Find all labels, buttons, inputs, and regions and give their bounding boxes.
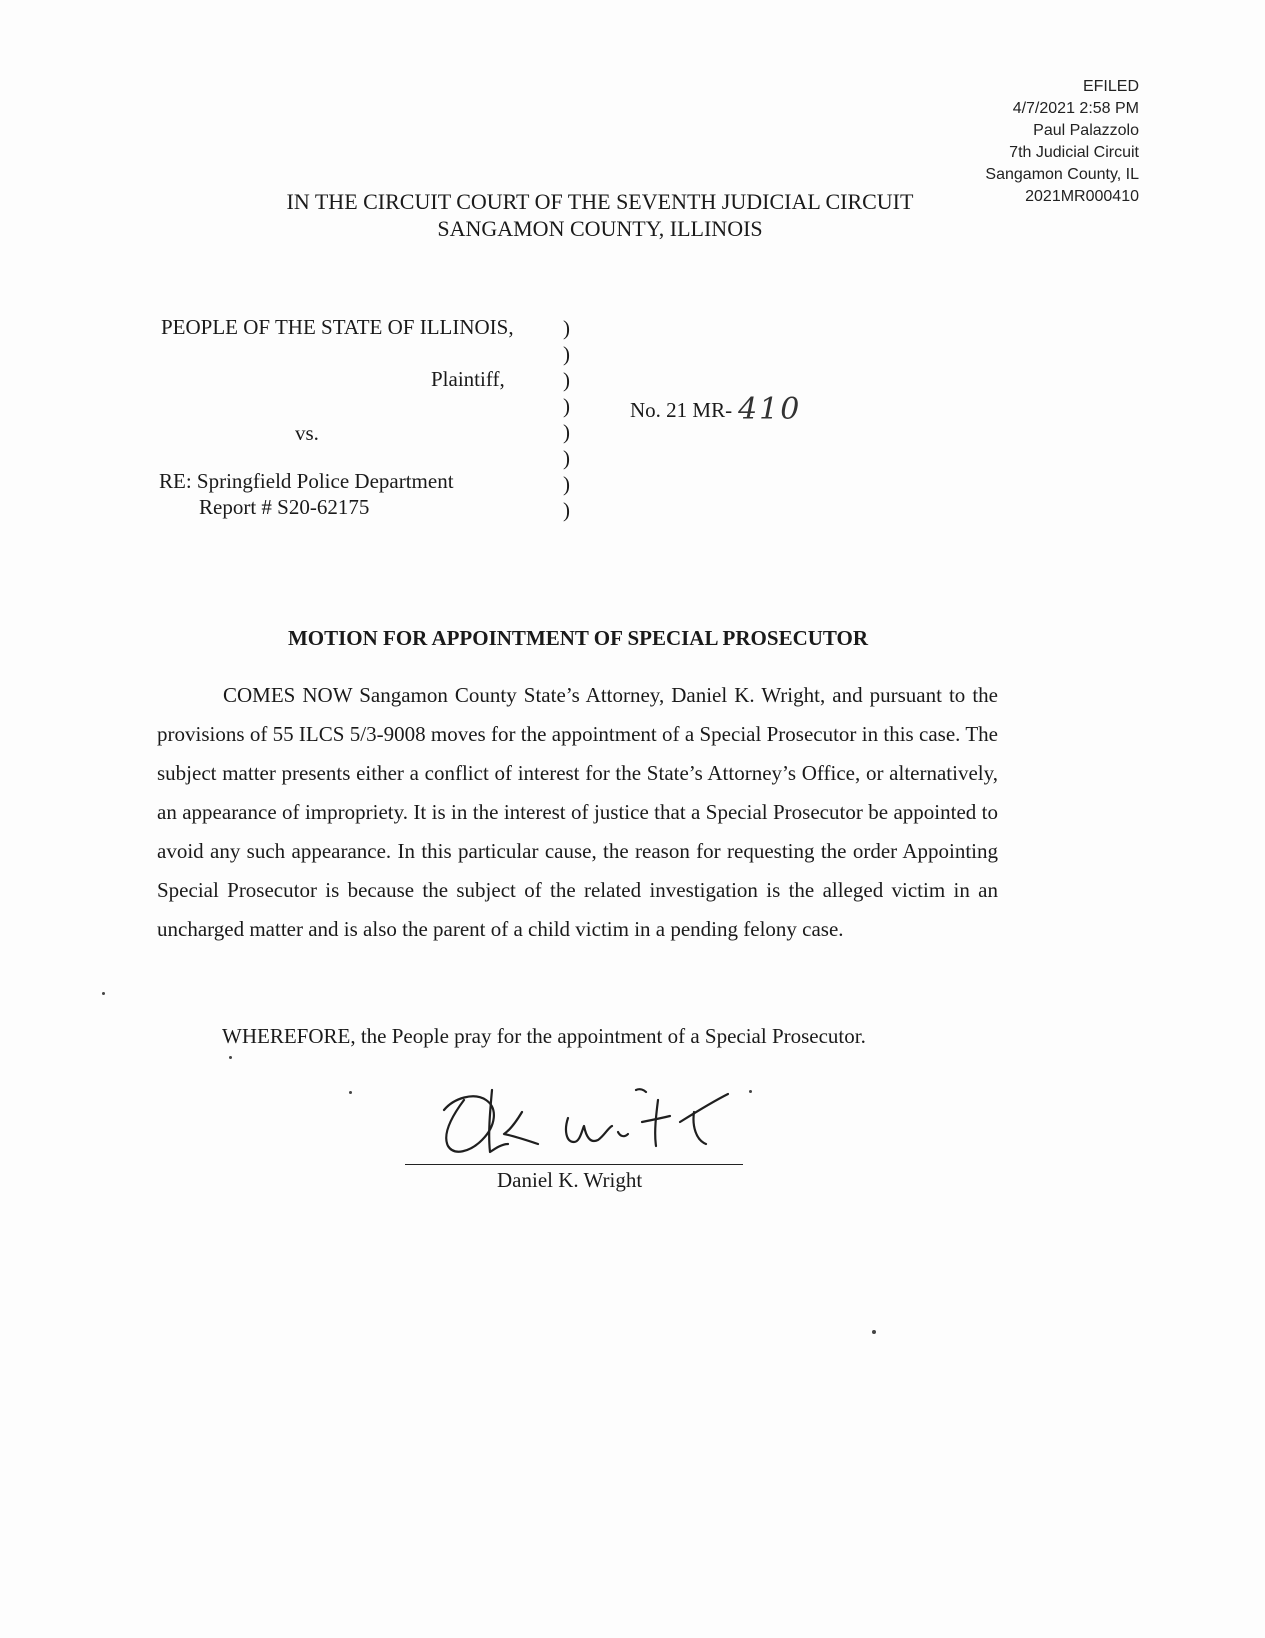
motion-title: MOTION FOR APPOINTMENT OF SPECIAL PROSECUTOR (287, 626, 869, 650)
caption-paren: ) (563, 316, 570, 340)
efiled-datetime: 4/7/2021 2:58 PM (1012, 100, 1139, 117)
caption-paren: ) (563, 420, 570, 444)
court-county: SANGAMON COUNTY, ILLINOIS (437, 216, 763, 241)
wherefore-clause: WHEREFORE, the People pray for the appointment of a Special Prosecutor. (222, 1024, 866, 1048)
efiled-clerk: Paul Palazzolo (1033, 122, 1139, 139)
caption-paren: ) (563, 342, 570, 366)
scan-speck (102, 992, 105, 995)
caption-paren: ) (563, 446, 570, 470)
caption-paren: ) (563, 498, 570, 522)
versus-label: vs. (295, 421, 319, 445)
motion-body: COMES NOW Sangamon County State’s Attorney, Daniel K. Wright, and pursuant to the provisions of 55 ILCS 5/3-9008 moves for the appointment of a Special Prosecutor in this case. The subject matter presents either a conflict of interest for the State’s Attorney’s Office, or alternatively, an appearance of impropriety. It is in the interest of justice that a Special Prosecutor be appointed to avoid any such appearance. In this particular cause, the reason for requesting the order Appointing Special Prosecutor is because the subject of the related investigation is the alleged victim in an uncharged matter and is also the parent of a child victim in a pending felony case. (157, 683, 998, 941)
scan-speck (872, 1330, 876, 1334)
plaintiff-role: Plaintiff, (431, 367, 505, 391)
caption-paren: ) (563, 472, 570, 496)
scan-speck (749, 1090, 752, 1093)
signature-image (430, 1082, 740, 1164)
efiled-label: EFILED (1082, 78, 1139, 95)
caption-paren: ) (563, 368, 570, 392)
court-name: IN THE CIRCUIT COURT OF THE SEVENTH JUDICIAL CIRCUIT (286, 189, 914, 214)
efiled-county: Sangamon County, IL (985, 166, 1139, 183)
scan-speck (229, 1056, 232, 1059)
caption-paren: ) (563, 394, 570, 418)
case-number (630, 392, 801, 427)
efiled-circuit: 7th Judicial Circuit (1009, 144, 1139, 161)
efiled-case-id: 2021MR000410 (1025, 188, 1139, 205)
re-report-number: Report # S20-62175 (199, 495, 370, 519)
case-number-prefix: No. 21 MR- (630, 398, 733, 422)
signature-line (405, 1164, 743, 1165)
signer-name: Daniel K. Wright (497, 1168, 643, 1192)
court-heading (0, 188, 1200, 242)
case-number-handwritten: 410 (738, 392, 802, 427)
plaintiff-name: PEOPLE OF THE STATE OF ILLINOIS, (161, 315, 514, 339)
re-department: RE: Springfield Police Department (159, 469, 454, 493)
scan-speck (349, 1091, 352, 1094)
